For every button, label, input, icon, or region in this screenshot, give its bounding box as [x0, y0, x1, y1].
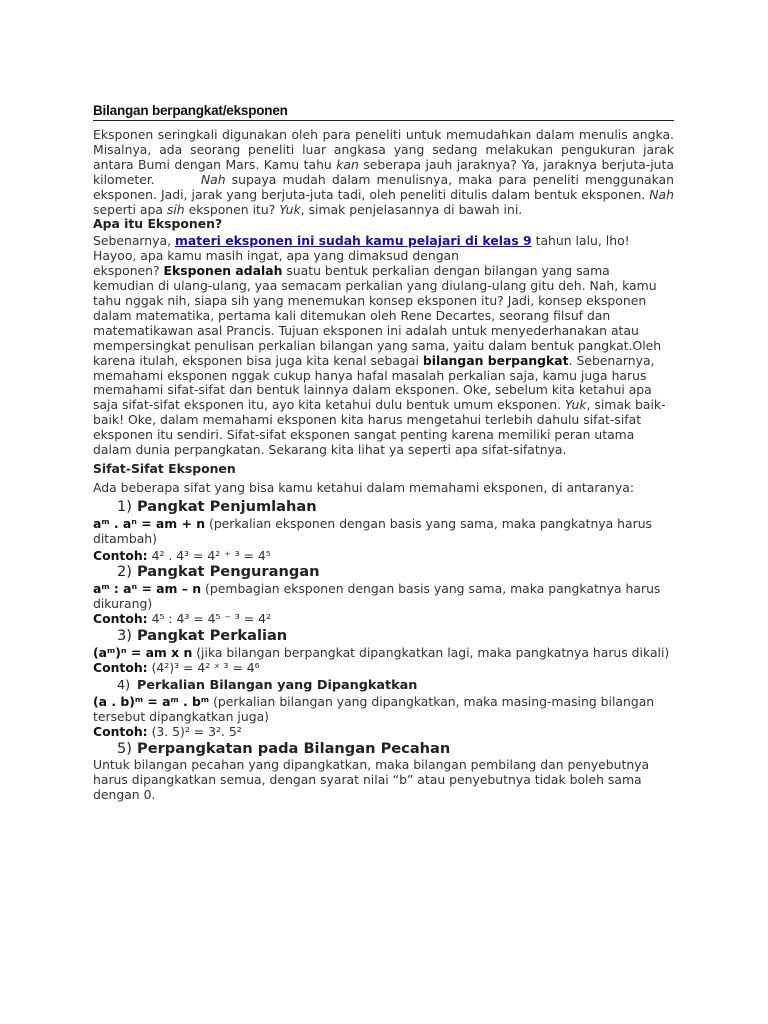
property-3-formula: (aᵐ)ⁿ = am x n	[93, 645, 193, 661]
section1-lead: Sebenarnya,	[93, 233, 175, 249]
intro-text-4: seperti apa	[93, 201, 167, 217]
property-2-description: (pembagian eksponen dengan basis yang sama, maka pangkatnya harus dikurang)	[93, 581, 661, 612]
intro-kan: kan	[336, 156, 359, 172]
intro-text-1: Eksponen seringkali digunakan oleh para peneliti untuk memudahkan dalam menulis angka. Misalnya, ada seorang peneliti luar angkasa yang sedang melakukan pengukuran jarak antara Bumi dengan Mars. Kamu tahu	[93, 127, 674, 172]
property-4-number: 4)	[117, 678, 131, 693]
intro-sih: sih	[166, 201, 185, 217]
intro-text-6: , simak penjelasannya di bawah ini.	[300, 201, 523, 217]
section-heading-sifat: Sifat-Sifat Eksponen	[93, 460, 236, 476]
property-4-formula: (a . b)ᵐ = aᵐ . bᵐ	[93, 694, 210, 709]
bilangan-berpangkat-bold: bilangan berpangkat	[422, 352, 569, 368]
section1-yuk: Yuk	[565, 397, 587, 413]
property-3-heading	[117, 627, 674, 645]
property-1-example	[93, 549, 674, 564]
property-2-example-text: 4⁵ : 4³ = 4⁵ ⁻ ³ = 4²	[147, 611, 271, 627]
property-1-formula: aᵐ . aⁿ = am + n	[93, 515, 206, 531]
property-2-formula-row	[93, 582, 674, 612]
property-1-heading	[117, 498, 674, 516]
property-4-example	[93, 725, 674, 740]
property-3-title: Pangkat Perkalian	[137, 627, 288, 645]
section2-intro: Ada beberapa sifat yang bisa kamu ketahui dalam memahami eksponen, di antaranya:	[93, 479, 634, 495]
property-2-number: 2)	[117, 563, 132, 581]
property-1-example-text: 4² . 4³ = 4² ⁺ ³ = 4⁵	[147, 547, 271, 563]
example-label: Contoh:	[93, 723, 148, 739]
property-5-number: 5)	[117, 739, 132, 757]
section1-paragraph	[93, 234, 674, 458]
property-1-description: (perkalian eksponen dengan basis yang sama, maka pangkatnya harus ditambah)	[93, 515, 653, 546]
property-1-formula-row	[93, 517, 674, 547]
example-label: Contoh:	[93, 611, 148, 627]
intro-text-2: seberapa jauh jaraknya? Ya, jaraknya berjuta-juta kilometer.	[93, 156, 674, 187]
section1-body-1: suatu bentuk perkalian dengan bilangan yang sama kemudian di ulang-ulang, yaa semacam perkalian yang diulang-ulang gitu deh. Nah, kamu tahu nggak nih, siapa sih yang menemukan konsep eksponen itu? Jadi, konsep eksponen dalam matematika, pertama kali ditemukan oleh Rene Decartes, seorang filsuf dan matematikawan asal Prancis. Tujuan eksponen ini adalah untuk menyederhanakan atau mempersingkat penulisan perkalian bilangan yang sama, yaitu dalam bentuk pangkat.Oleh karena itulah, eksponen bisa juga kita kenal sebagai	[93, 263, 662, 368]
example-label: Contoh:	[93, 660, 148, 676]
property-5-title: Perpangkatan pada Bilangan Pecahan	[137, 739, 451, 757]
property-1-number: 1)	[117, 497, 132, 515]
intro-text-5: eksponen itu?	[184, 201, 280, 217]
property-4-description: (perkalian bilangan yang dipangkatkan, maka masing-masing bilangan tersebut dipangkatkan juga)	[93, 694, 655, 724]
property-3-example	[93, 661, 674, 676]
property-3-example-text: (4²)³ = 4² ˣ ³ = 4⁶	[147, 660, 260, 676]
property-5-heading	[117, 740, 674, 758]
intro-nah-1: Nah	[200, 171, 226, 187]
section1-body-3: , simak baik-baik! Oke, dalam memahami eksponen kita harus mengetahui terlebih dahulu sifat-sifat eksponen itu sendiri. Sifat-sifat eksponen sangat penting karena memiliki peran utama dalam dunia perpangkatan. Sekarang kita lihat ya seperti apa sifat-sifatnya.	[93, 397, 666, 458]
section1-body-2: . Sebenarnya, memahami eksponen nggak cukup hanya hafal masalah perkalian saja, kamu juga harus memahami sifat-sifat dan bentuk lainnya dalam eksponen. Oke, sebelum kita ketahui apa saja sifat-sifat eksponen itu, ayo kita ketahui dulu bentuk umum eksponen.	[93, 352, 655, 413]
intro-yuk: Yuk	[279, 201, 301, 217]
property-2-heading	[117, 563, 674, 581]
property-2-formula: aᵐ : aⁿ = am – n	[93, 581, 202, 597]
property-5-text: Untuk bilangan pecahan yang dipangkatkan, maka bilangan pembilang dan penyebutnya harus dipangkatkan semua, dengan syarat nilai “b” atau penyebutnya tidak boleh sama dengan 0.	[93, 756, 650, 802]
property-4-formula-row	[93, 695, 674, 725]
eksponen-definition-bold: Eksponen adalah	[163, 263, 283, 279]
property-4-example-text: (3. 5)² = 3². 5²	[147, 723, 242, 739]
intro-text-3: supaya mudah dalam menulisnya, maka para peneliti menggunakan eksponen. Jadi, jarak yang berjuta-juta tadi, oleh peneliti ditulis dalam bentuk eksponen.	[93, 171, 674, 202]
section-heading-apa-itu: Apa itu Eksponen?	[93, 216, 223, 232]
kelas-9-link[interactable]: materi eksponen ini sudah kamu pelajari di kelas 9	[174, 233, 532, 249]
document-body	[93, 128, 674, 802]
property-2-example	[93, 612, 674, 627]
intro-paragraph	[93, 128, 674, 217]
property-3-number: 3)	[117, 627, 132, 645]
section1-after-link: tahun lalu, lho! Hayoo, apa kamu masih ingat, apa yang dimaksud dengan	[93, 233, 630, 264]
example-label: Contoh:	[93, 547, 148, 563]
property-1-title: Pangkat Penjumlahan	[137, 497, 317, 515]
section1-line2: eksponen?	[93, 263, 164, 279]
property-2-title: Pangkat Pengurangan	[137, 563, 320, 581]
property-3-description: (jika bilangan berpangkat dipangkatkan lagi, maka pangkatnya harus dikali)	[192, 645, 670, 661]
property-4-title: Perkalian Bilangan yang Dipangkatkan	[137, 678, 418, 693]
document-title: Bilangan berpangkat/eksponen	[93, 103, 674, 121]
property-4-heading	[117, 678, 674, 694]
property-3-formula-row	[93, 646, 674, 661]
intro-nah-2: Nah	[649, 186, 674, 202]
